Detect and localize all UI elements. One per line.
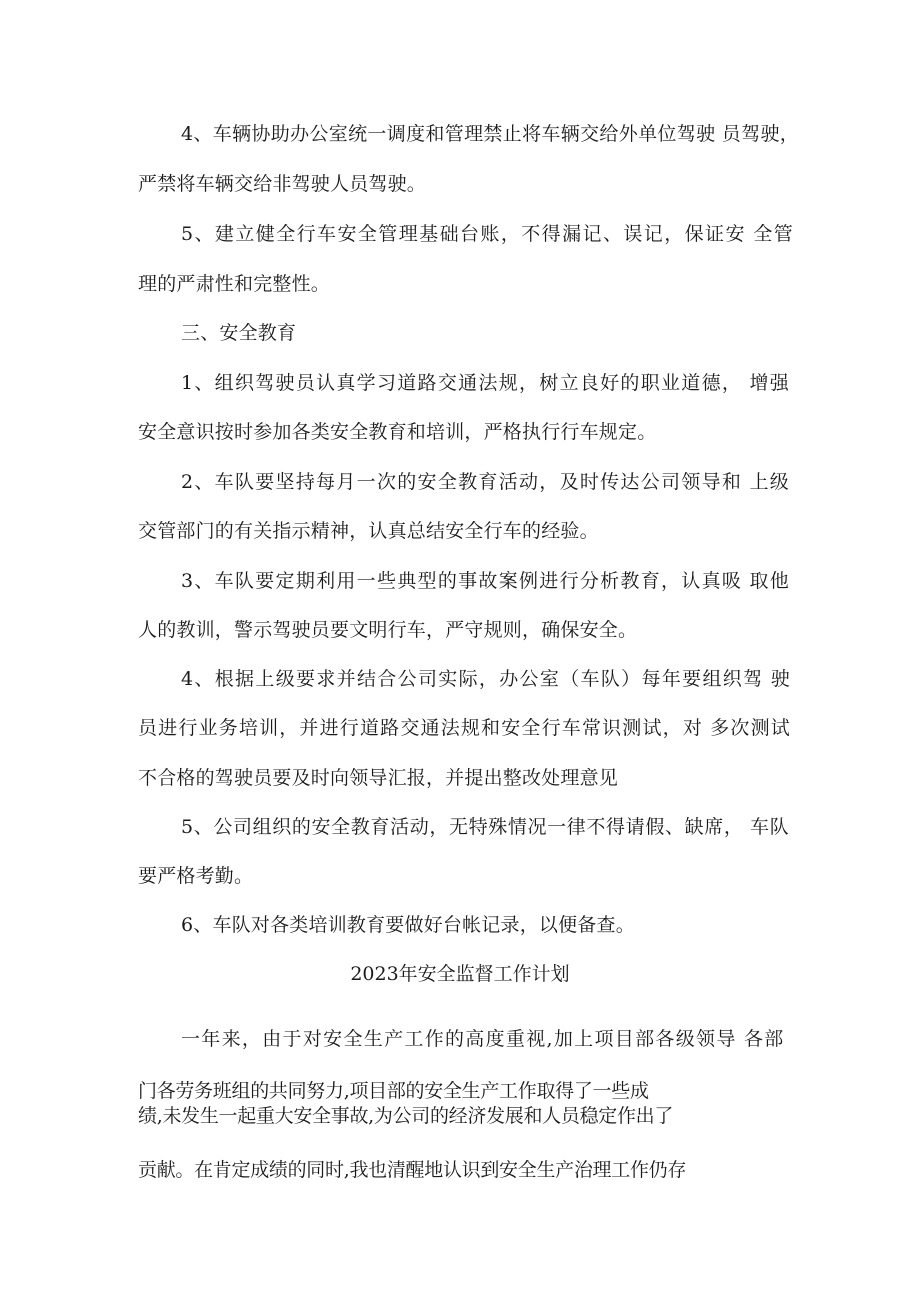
paragraph-4-line-1: 4、车辆协助办公室统一调度和管理禁止将车辆交给外单位驾驶 员驾驶， bbox=[181, 123, 799, 145]
education-item-4-line-1: 4、根据上级要求并结合公司实际，办公室（车队）每年要组织驾 驶 bbox=[181, 668, 790, 690]
plan-body-line-3: 绩,未发生一起重大安全事故,为公司的经济发展和人员稳定作出了 bbox=[138, 1105, 674, 1127]
education-item-6-line-1: 6、车队对各类培训教育要做好台帐记录，以便备查。 bbox=[181, 914, 635, 936]
education-item-3-line-1: 3、车队要定期利用一些典型的事故案例进行分析教育，认真吸 取他 bbox=[181, 570, 789, 592]
education-item-4-line-2: 员进行业务培训，并进行道路交通法规和安全行车常识测试，对 多次测试 bbox=[138, 717, 790, 739]
paragraph-4-line-2: 严禁将车辆交给非驾驶人员驾驶。 bbox=[138, 173, 427, 195]
education-item-5-line-1: 5、公司组织的安全教育活动，无特殊情况一律不得请假、缺席， 车队 bbox=[181, 816, 789, 838]
plan-title: 2023年安全监督工作计划 bbox=[350, 963, 570, 985]
paragraph-5-line-2: 理的严肃性和完整性。 bbox=[138, 273, 331, 295]
plan-body-line-4: 贡献。在肯定成绩的同时,我也清醒地认识到安全生产治理工作仍存 bbox=[138, 1159, 687, 1181]
section-heading-safety-education: 三、安全教育 bbox=[181, 322, 297, 344]
education-item-2-line-1: 2、车队要坚持每月一次的安全教育活动，及时传达公司领导和 上级 bbox=[181, 471, 789, 493]
education-item-2-line-2: 交管部门的有关指示精神，认真总结安全行车的经验。 bbox=[138, 520, 599, 542]
education-item-4-line-3: 不合格的驾驶员要及时向领导汇报，并提出整改处理意见 bbox=[138, 767, 619, 789]
plan-body-line-2: 门各劳务班组的共同努力,项目部的安全生产工作取得了一些成 bbox=[138, 1080, 649, 1102]
education-item-5-line-2: 要严格考勤。 bbox=[138, 865, 254, 887]
plan-body-line-1: 一年来，由于对安全生产工作的高度重视,加上项目部各级领导 各部 bbox=[181, 1028, 783, 1050]
education-item-1-line-1: 1、组织驾驶员认真学习道路交通法规，树立良好的职业道德， 增强 bbox=[181, 372, 789, 394]
paragraph-5-line-1: 5、建立健全行车安全管理基础台账，不得漏记、误记，保证安 全管 bbox=[181, 223, 793, 245]
education-item-1-line-2: 安全意识按时参加各类安全教育和培训，严格执行行车规定。 bbox=[138, 421, 657, 443]
education-item-3-line-2: 人的教训，警示驾驶员要文明行车，严守规则，确保安全。 bbox=[138, 619, 638, 641]
